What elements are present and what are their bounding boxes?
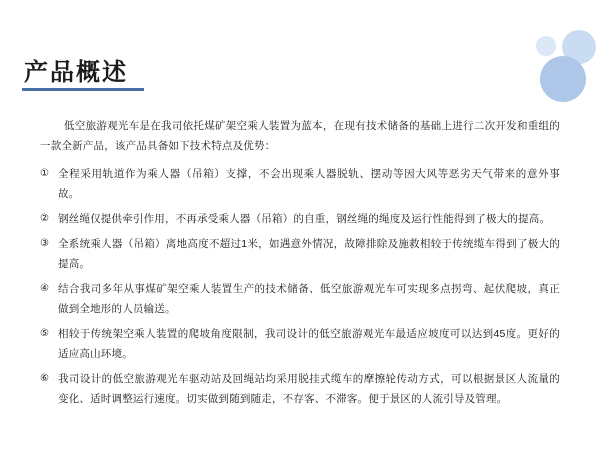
list-item-text: 全系统乘人器（吊箱）离地高度不超过1米，如遇意外情况，故障排除及施救相较于传统缆车得到了极大的提高。 xyxy=(58,238,560,270)
list-marker: ④ xyxy=(40,283,50,294)
decorative-circle-small xyxy=(536,36,556,56)
decorative-circle-large xyxy=(540,56,586,102)
list-item xyxy=(40,234,560,274)
list-marker: ⑤ xyxy=(40,328,50,339)
list-item-text: 结合我司多年从事煤矿架空乘人装置生产的技术储备、低空旅游观光车可实现多点拐弯、起伏爬坡，真正做到全地形的人员输送。 xyxy=(58,283,560,315)
list-item xyxy=(40,164,560,204)
decorative-circles xyxy=(470,0,600,120)
list-item xyxy=(40,209,560,229)
list-marker: ① xyxy=(40,168,50,179)
list-item xyxy=(40,369,560,409)
list-marker: ⑥ xyxy=(40,373,50,384)
list-item xyxy=(40,279,560,319)
list-item-text: 全程采用轨道作为乘人器（吊箱）支撑，不会出现乘人器脱轨、摆动等因大风等恶劣天气带来的意外事故。 xyxy=(58,168,560,200)
list-item-text: 钢丝绳仅提供牵引作用，不再承受乘人器（吊箱）的自重，钢丝绳的绳度及运行性能得到了极大的提高。 xyxy=(58,213,551,225)
decorative-circle-medium xyxy=(562,30,596,64)
intro-paragraph: 低空旅游观光车是在我司依托煤矿架空乘人装置为蓝本，在现有技术储备的基础上进行二次开发和重组的一款全新产品，该产品具备如下技术特点及优势： xyxy=(40,120,560,152)
title-underline xyxy=(22,88,144,91)
feature-list xyxy=(40,164,560,409)
list-item-text: 我司设计的低空旅游观光车驱动站及回绳站均采用脱挂式缆车的摩擦轮传动方式，可以根据景区人流量的变化、适时调整运行速度。切实做到随到随走，不存客、不滞客。便于景区的人流引导及管理。 xyxy=(58,373,560,405)
slide-body xyxy=(40,116,560,414)
list-item xyxy=(40,324,560,364)
list-marker: ③ xyxy=(40,238,50,249)
list-item-text: 相较于传统架空乘人装置的爬坡角度限制，我司设计的低空旅游观光车最适应坡度可以达到45度。更好的适应高山环境。 xyxy=(58,328,560,360)
list-marker: ② xyxy=(40,213,50,224)
page-title: 产品概述 xyxy=(24,59,128,86)
